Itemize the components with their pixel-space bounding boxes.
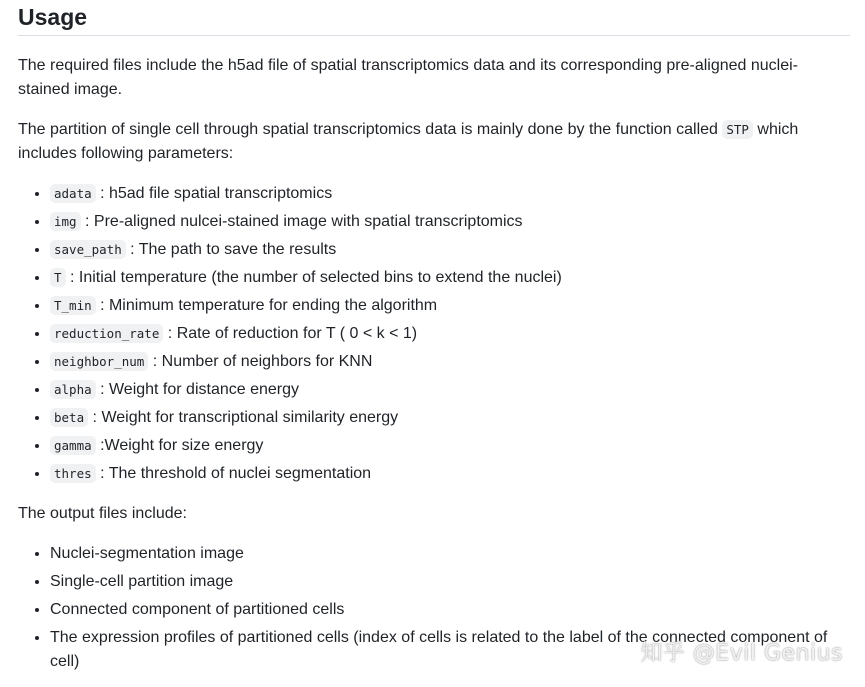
parameter-item	[50, 210, 850, 234]
parameter-list	[18, 182, 850, 486]
parameter-name: alpha	[50, 380, 96, 399]
parameter-name: gamma	[50, 436, 96, 455]
parameter-description: : Rate of reduction for T ( 0 < k < 1)	[163, 325, 418, 342]
parameter-name: neighbor_num	[50, 352, 148, 371]
parameter-item	[50, 182, 850, 206]
partition-paragraph	[18, 118, 818, 166]
readme-section	[18, 0, 850, 674]
parameter-item	[50, 350, 850, 374]
intro-paragraph: The required files include the h5ad file of spatial transcriptomics data and its corresponding pre-aligned nuclei-stained image.	[18, 57, 798, 98]
partition-text-before: The partition of single cell through spatial transcriptomics data is mainly done by the function called	[18, 121, 723, 138]
parameter-name: beta	[50, 408, 88, 427]
output-item: • Nuclei-segmentation image	[50, 542, 850, 566]
parameter-name: reduction_rate	[50, 324, 163, 343]
parameter-name: thres	[50, 464, 96, 483]
section-heading: Usage	[18, 0, 850, 36]
parameter-description: : Number of neighbors for KNN	[148, 353, 373, 370]
parameter-item	[50, 462, 850, 486]
output-item: • The expression profiles of partitioned cells (index of cells is related to the label of the connected component of cell)	[50, 626, 850, 674]
parameter-description: :Weight for size energy	[95, 437, 264, 454]
function-name-code: STP	[722, 120, 753, 139]
parameter-description: : Minimum temperature for ending the algorithm	[95, 297, 438, 314]
partition-text-after: which includes following parameters:	[18, 121, 799, 162]
parameter-name: img	[50, 212, 81, 231]
parameter-name: T_min	[50, 296, 96, 315]
parameter-item	[50, 322, 850, 346]
output-item: • Single-cell partition image	[50, 570, 850, 594]
parameter-description: : Pre-aligned nulcei-stained image with spatial transcriptomics	[80, 213, 523, 230]
parameter-description: : Weight for transcriptional similarity energy	[88, 409, 399, 426]
parameter-description: : Weight for distance energy	[95, 381, 300, 398]
output-list	[18, 542, 850, 674]
parameter-description: : Initial temperature (the number of selected bins to extend the nuclei)	[65, 269, 562, 286]
parameter-name: adata	[50, 184, 96, 203]
output-paragraph: The output files include:	[18, 505, 187, 522]
parameter-item	[50, 434, 850, 458]
parameter-item	[50, 294, 850, 318]
output-item: • Connected component of partitioned cells	[50, 598, 850, 622]
parameter-item	[50, 266, 850, 290]
parameter-description: : The path to save the results	[125, 241, 337, 258]
parameter-item	[50, 406, 850, 430]
parameter-name: T	[50, 268, 66, 287]
parameter-description: : The threshold of nuclei segmentation	[95, 465, 372, 482]
watermark: 知乎 @Evil Genius	[640, 641, 843, 666]
parameter-description: : h5ad file spatial transcriptomics	[95, 185, 333, 202]
parameter-item	[50, 378, 850, 402]
parameter-name: save_path	[50, 240, 126, 259]
parameter-item	[50, 238, 850, 262]
